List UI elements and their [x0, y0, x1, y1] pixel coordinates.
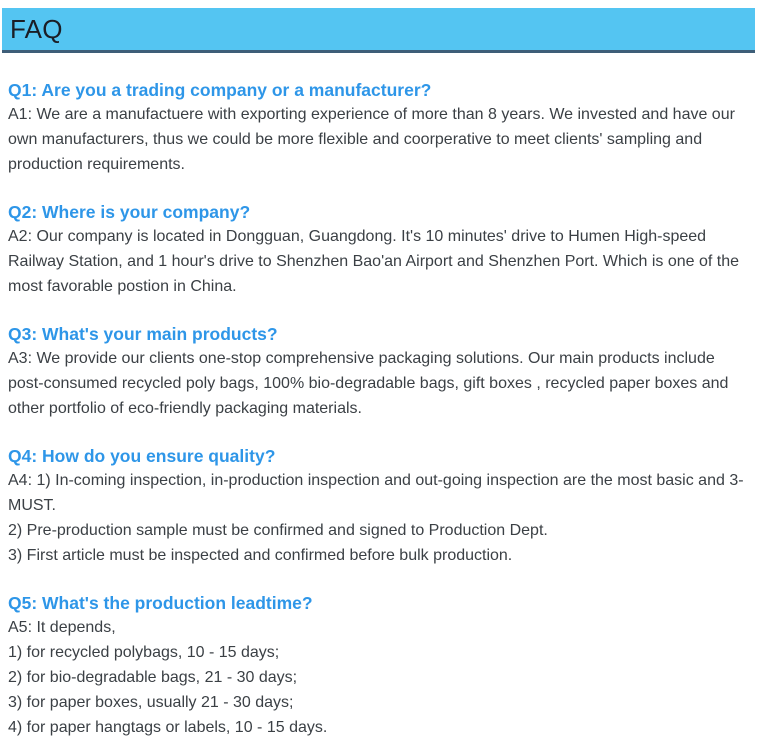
faq-section-title: FAQ [10, 13, 63, 44]
faq-answer-text: 1) for recycled polybags, 10 - 15 days; [8, 644, 280, 661]
faq-answer-text: 4) for paper hangtags or labels, 10 - 15 days. [8, 719, 328, 736]
faq-answer-q2 [8, 224, 753, 299]
faq-answer-text: A1: We are a manufactuere with exporting experience of more than 8 years. We invested and have our own manufacturers, thus we could be more flexible and coorperative to meet clients' sampling and production requirements. [8, 106, 735, 173]
faq-list [0, 53, 765, 740]
faq-item-q3 [8, 322, 753, 421]
faq-question-q1: Q1: Are you a trading company or a manufacturer? [8, 80, 432, 100]
faq-answer-text: A5: It depends, [8, 619, 116, 636]
faq-item-q4 [8, 444, 753, 568]
faq-question-q2: Q2: Where is your company? [8, 202, 251, 222]
faq-answer-text: 2) Pre-production sample must be confirmed and signed to Production Dept. [8, 522, 548, 539]
faq-item-q1 [8, 78, 753, 177]
faq-question-q4: Q4: How do you ensure quality? [8, 446, 276, 466]
faq-answer-text: 2) for bio-degradable bags, 21 - 30 days; [8, 669, 298, 686]
faq-answer-text: 3) for paper boxes, usually 21 - 30 days; [8, 694, 294, 711]
faq-answer-q5 [8, 615, 753, 740]
faq-answer-q3 [8, 346, 753, 421]
faq-answer-q1 [8, 102, 753, 177]
faq-question-q3: Q3: What's your main products? [8, 324, 278, 344]
faq-answer-text: A3: We provide our clients one-stop comprehensive packaging solutions. Our main products include post-consumed recycled poly bags, 100% bio-degradable bags, gift boxes , recycled paper boxes and other portfolio of eco-friendly packaging materials. [8, 350, 729, 417]
faq-answer-q4 [8, 468, 753, 568]
faq-section-header [2, 8, 755, 53]
faq-answer-text: A4: 1) In-coming inspection, in-production inspection and out-going inspection are the most basic and 3-MUST. [8, 472, 744, 514]
faq-answer-text: A2: Our company is located in Dongguan, Guangdong. It's 10 minutes' drive to Humen High-speed Railway Station, and 1 hour's drive to Shenzhen Bao'an Airport and Shenzhen Port. Which is one of the most favorable postion in China. [8, 228, 739, 295]
faq-item-q5 [8, 591, 753, 740]
faq-item-q2 [8, 200, 753, 299]
faq-question-q5: Q5: What's the production leadtime? [8, 593, 313, 613]
faq-answer-text: 3) First article must be inspected and confirmed before bulk production. [8, 547, 513, 564]
